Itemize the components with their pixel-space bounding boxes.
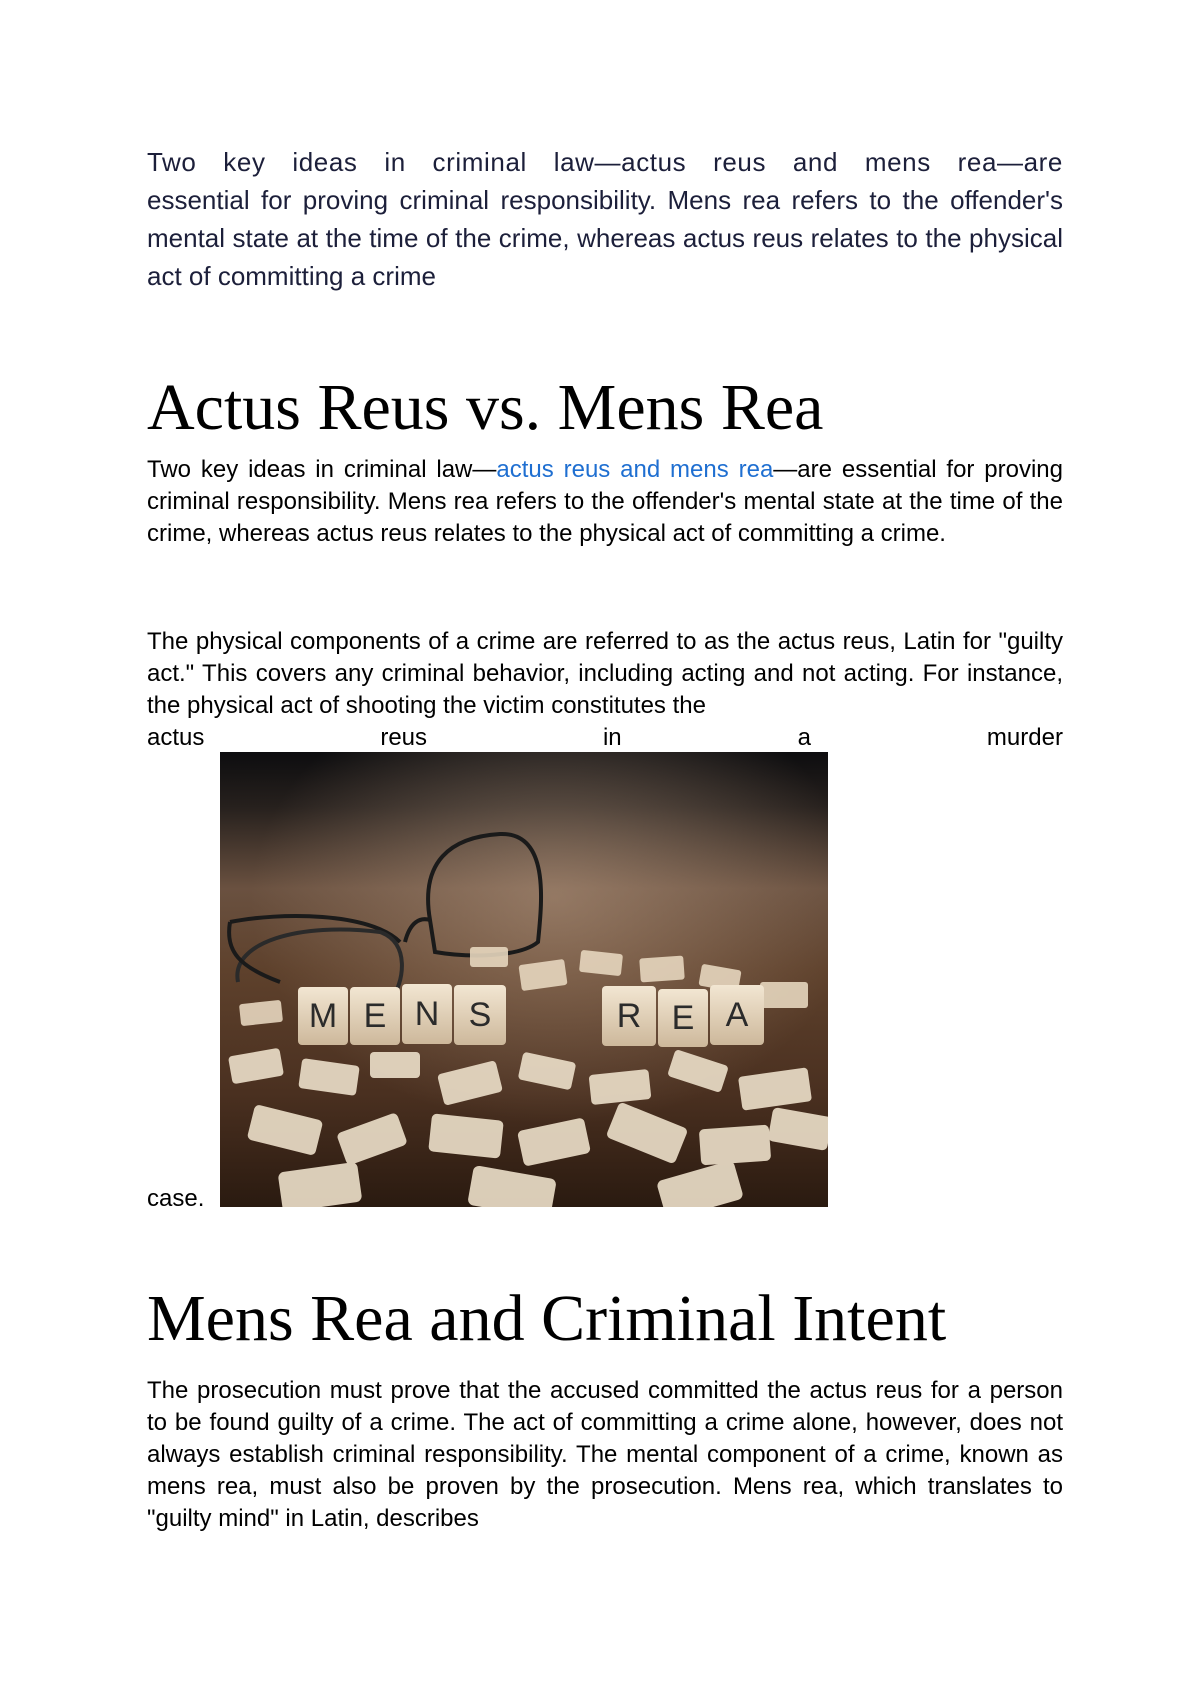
- p1-text-before: Two key ideas in criminal law—: [147, 456, 497, 483]
- intro-rest: essential for proving criminal responsibility. Mens rea refers to the offender's mental state at the time of the crime, whereas actus reus relates to the physical act of committing a crime: [147, 185, 1063, 291]
- tile-letter-s: S: [468, 996, 492, 1034]
- mens-rea-photo: [220, 752, 828, 1207]
- tile-letter-n: N: [414, 995, 440, 1033]
- paragraph-last-line: [147, 722, 1063, 754]
- tile-letter-m: M: [308, 997, 338, 1035]
- word-in: in: [602, 724, 622, 751]
- tile-letter-e1: E: [363, 997, 387, 1035]
- heading-actus-reus-vs-mens-rea: Actus Reus vs. Mens Rea: [147, 371, 824, 444]
- tile-letter-e2: E: [671, 999, 695, 1037]
- tile-letter-r: R: [616, 997, 642, 1035]
- paragraph-prosecution: The prosecution must prove that the accused committed the actus reus for a person to be found guilty of a crime. The act of committing a crime alone, however, does not always establish criminal responsibility. The mental component of a crime, known as mens rea, must also be proven by the prosecution. Mens rea, which translates to "guilty mind" in Latin, describes: [147, 1377, 1063, 1532]
- word-reus: reus: [380, 724, 428, 751]
- word-actus: actus: [147, 724, 205, 751]
- intro-line-1: Two key ideas in criminal law—actus reus and mens rea—are: [147, 147, 1063, 177]
- word-case: case.: [147, 1185, 205, 1212]
- tile-letter-a: A: [725, 996, 749, 1034]
- paragraph-actus-mens-intro: [147, 454, 1063, 550]
- word-murder: murder: [986, 724, 1063, 751]
- heading-mens-rea-and-criminal-intent: Mens Rea and Criminal Intent: [147, 1282, 947, 1355]
- paragraph-physical-components: The physical components of a crime are referred to as the actus reus, Latin for "guilty act." This covers any criminal behavior, including acting and not acting. For instance, the physical act of shooting the victim constitutes the: [147, 628, 1063, 719]
- intro-paragraph: [147, 143, 1063, 295]
- word-a: a: [797, 724, 811, 751]
- link-actus-reus-and-mens-rea[interactable]: actus reus and mens rea: [496, 456, 774, 483]
- p1-text-after: —are essential for proving criminal responsibility. Mens rea refers to the offender's mental state at the time of the crime, whereas actus reus relates to the physical act of committing a crime.: [147, 456, 1064, 547]
